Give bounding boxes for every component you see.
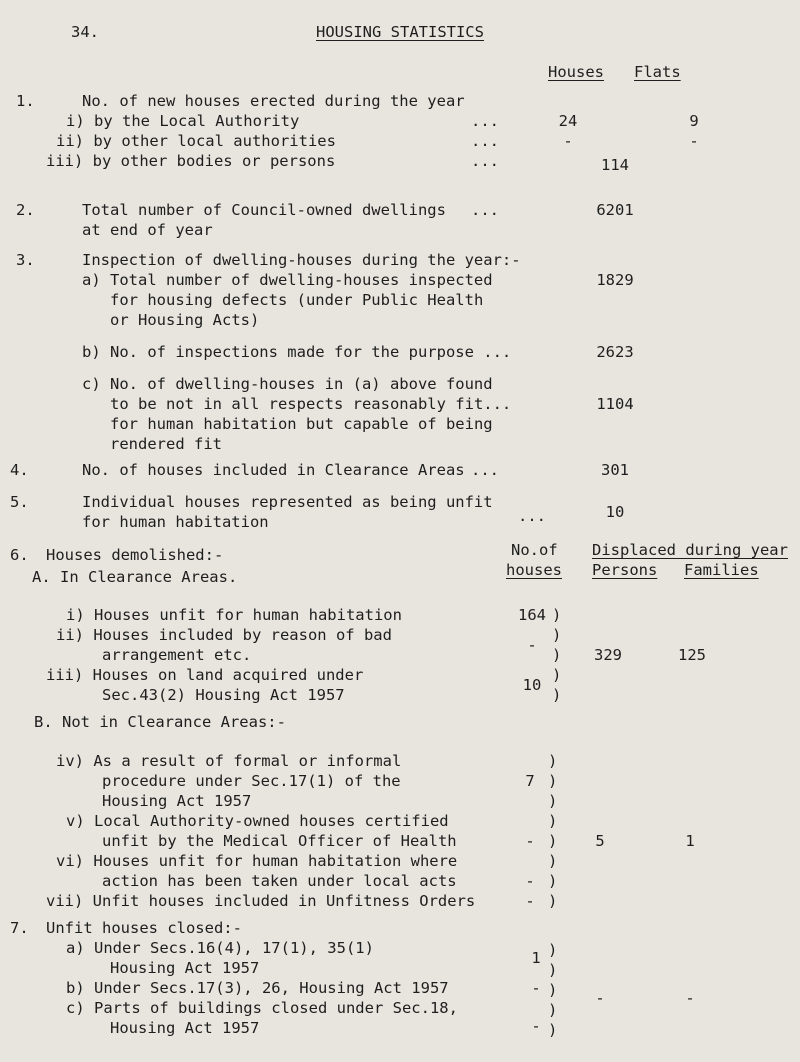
s6-a-brace-4: ) xyxy=(552,666,562,684)
s6-b-row-3-value: - xyxy=(525,872,535,890)
s3c-line-3: for human habitation but capable of being xyxy=(110,415,493,433)
s6-a-brace-5: ) xyxy=(552,686,562,704)
s7-row-2-value: - xyxy=(531,979,541,997)
s3c-value: 1104 xyxy=(596,395,634,413)
s7-families: - xyxy=(685,989,695,1007)
s3b-value: 2623 xyxy=(596,343,634,361)
s6-b-brace-3: ) xyxy=(548,792,558,810)
s6-a-row-2-value: - xyxy=(527,636,537,654)
s6-b-row-3-cont: action has been taken under local acts xyxy=(102,872,457,890)
s3a-value: 1829 xyxy=(596,271,634,289)
s6-b-brace-2: ) xyxy=(548,772,558,790)
s1-row-1-label: i) by the Local Authority xyxy=(66,112,300,130)
s1-row-1-flats: 9 xyxy=(689,112,699,130)
s7-brace-5: ) xyxy=(548,1021,558,1039)
s6-a-row-2-cont: arrangement etc. xyxy=(102,646,252,664)
s5-number: 5. xyxy=(10,493,29,511)
s2-line-2: at end of year xyxy=(82,221,213,239)
s1-row-3-label: iii) by other bodies or persons xyxy=(46,152,336,170)
s5-line-1: Individual houses represented as being unfit xyxy=(82,493,493,511)
s6-a-row-3-cont: Sec.43(2) Housing Act 1957 xyxy=(102,686,345,704)
s6-b-brace-1: ) xyxy=(548,752,558,770)
s6-b-title: B. Not in Clearance Areas:- xyxy=(34,713,286,731)
s6-col-no-of: No.of xyxy=(511,541,558,559)
col-header-flats: Flats xyxy=(634,63,681,81)
s7-brace-3: ) xyxy=(548,981,558,999)
s1-row-2-dots: ... xyxy=(471,132,499,150)
s6-b-persons: 5 xyxy=(595,832,605,850)
s7-row-3-cont: Housing Act 1957 xyxy=(110,1019,260,1037)
s6-b-row-4-label: vii) Unfit houses included in Unfitness Orders xyxy=(46,892,476,910)
s3b-line: b) No. of inspections made for the purpose ... xyxy=(82,343,512,361)
s2-dots: ... xyxy=(471,201,499,219)
s1-row-3-dots: ... xyxy=(471,152,499,170)
s1-row-2-flats: - xyxy=(689,132,699,150)
page-number: 34. xyxy=(71,23,99,41)
s1-row-1-dots: ... xyxy=(471,112,499,130)
s6-b-brace-4: ) xyxy=(548,812,558,830)
s6-b-brace-5: ) xyxy=(548,832,558,850)
s4-dots: ... xyxy=(471,461,499,479)
s6-col-persons: Persons xyxy=(592,561,658,579)
s7-row-2-label: b) Under Secs.17(3), 26, Housing Act 1957 xyxy=(66,979,449,997)
s7-title: Unfit houses closed:- xyxy=(46,919,242,937)
s6-a-brace-1: ) xyxy=(552,606,562,624)
s6-col-displaced: Displaced during year xyxy=(592,541,788,559)
s3a-line-2: for housing defects (under Public Health xyxy=(110,291,484,309)
s6-b-row-1-value: 7 xyxy=(525,772,535,790)
s7-brace-1: ) xyxy=(548,941,558,959)
s3-title: Inspection of dwelling-houses during the year:- xyxy=(82,251,521,269)
s7-brace-4: ) xyxy=(548,1001,558,1019)
s3a-line-3: or Housing Acts) xyxy=(110,311,260,329)
s6-b-row-1-cont-2: Housing Act 1957 xyxy=(102,792,252,810)
s6-col-families: Families xyxy=(684,561,759,579)
s6-b-row-4-value: - xyxy=(525,892,535,910)
s4-number: 4. xyxy=(10,461,29,479)
s6-a-row-1-value: 164 xyxy=(518,606,546,624)
s6-b-brace-6: ) xyxy=(548,852,558,870)
s6-a-brace-2: ) xyxy=(552,626,562,644)
s7-row-1-value: 1 xyxy=(531,949,541,967)
s7-number: 7. xyxy=(10,919,29,937)
s5-value: 10 xyxy=(605,503,625,521)
s1-title: No. of new houses erected during the year xyxy=(82,92,465,110)
s7-row-1-label: a) Under Secs.16(4), 17(1), 35(1) xyxy=(66,939,374,957)
s7-row-3-label: c) Parts of buildings closed under Sec.18, xyxy=(66,999,458,1017)
s6-col-houses: houses xyxy=(506,561,562,579)
s3c-line-1: c) No. of dwelling-houses in (a) above found xyxy=(82,375,493,393)
s5-line-2: for human habitation xyxy=(82,513,269,531)
s4-value: 301 xyxy=(601,461,629,479)
s6-b-row-3-label: vi) Houses unfit for human habitation where xyxy=(56,852,458,870)
s6-a-families: 125 xyxy=(678,646,706,664)
s6-b-row-2-cont: unfit by the Medical Officer of Health xyxy=(102,832,457,850)
s2-value: 6201 xyxy=(596,201,634,219)
s7-row-3-value: - xyxy=(531,1017,541,1035)
s3c-line-4: rendered fit xyxy=(110,435,222,453)
s7-persons: - xyxy=(595,989,605,1007)
s1-row-2-label: ii) by other local authorities xyxy=(56,132,336,150)
s6-a-title: A. In Clearance Areas. xyxy=(32,568,238,586)
s6-a-brace-3: ) xyxy=(552,646,562,664)
s6-b-row-1-cont-1: procedure under Sec.17(1) of the xyxy=(102,772,401,790)
page-title: HOUSING STATISTICS xyxy=(316,23,484,41)
s6-b-brace-7: ) xyxy=(548,872,558,890)
s6-a-row-2-label: ii) Houses included by reason of bad xyxy=(56,626,392,644)
s3c-line-2: to be not in all respects reasonably fit... xyxy=(110,395,512,413)
s1-row-1-houses: 24 xyxy=(558,112,578,130)
s6-b-brace-8: ) xyxy=(548,892,558,910)
s6-a-row-1-label: i) Houses unfit for human habitation xyxy=(66,606,402,624)
s3a-line-1: a) Total number of dwelling-houses inspected xyxy=(82,271,493,289)
s4-label: No. of houses included in Clearance Areas xyxy=(82,461,465,479)
s6-title: Houses demolished:- xyxy=(46,546,224,564)
s6-b-row-2-value: - xyxy=(525,832,535,850)
col-header-houses: Houses xyxy=(548,63,604,81)
s6-b-row-1-label: iv) As a result of formal or informal xyxy=(56,752,402,770)
s7-row-1-cont: Housing Act 1957 xyxy=(110,959,260,977)
s6-a-row-3-value: 10 xyxy=(522,676,542,694)
s1-row-3-total: 114 xyxy=(601,156,629,174)
s6-a-persons: 329 xyxy=(594,646,622,664)
s2-line-1: Total number of Council-owned dwellings xyxy=(82,201,446,219)
s5-dots: ... xyxy=(518,507,546,525)
s6-number: 6. xyxy=(10,546,29,564)
s3-number: 3. xyxy=(16,251,35,269)
s6-b-families: 1 xyxy=(685,832,695,850)
s7-brace-2: ) xyxy=(548,961,558,979)
s2-number: 2. xyxy=(16,201,35,219)
s1-number: 1. xyxy=(16,92,35,110)
s1-row-2-houses: - xyxy=(563,132,573,150)
s6-a-row-3-label: iii) Houses on land acquired under xyxy=(46,666,364,684)
s6-b-row-2-label: v) Local Authority-owned houses certified xyxy=(66,812,449,830)
